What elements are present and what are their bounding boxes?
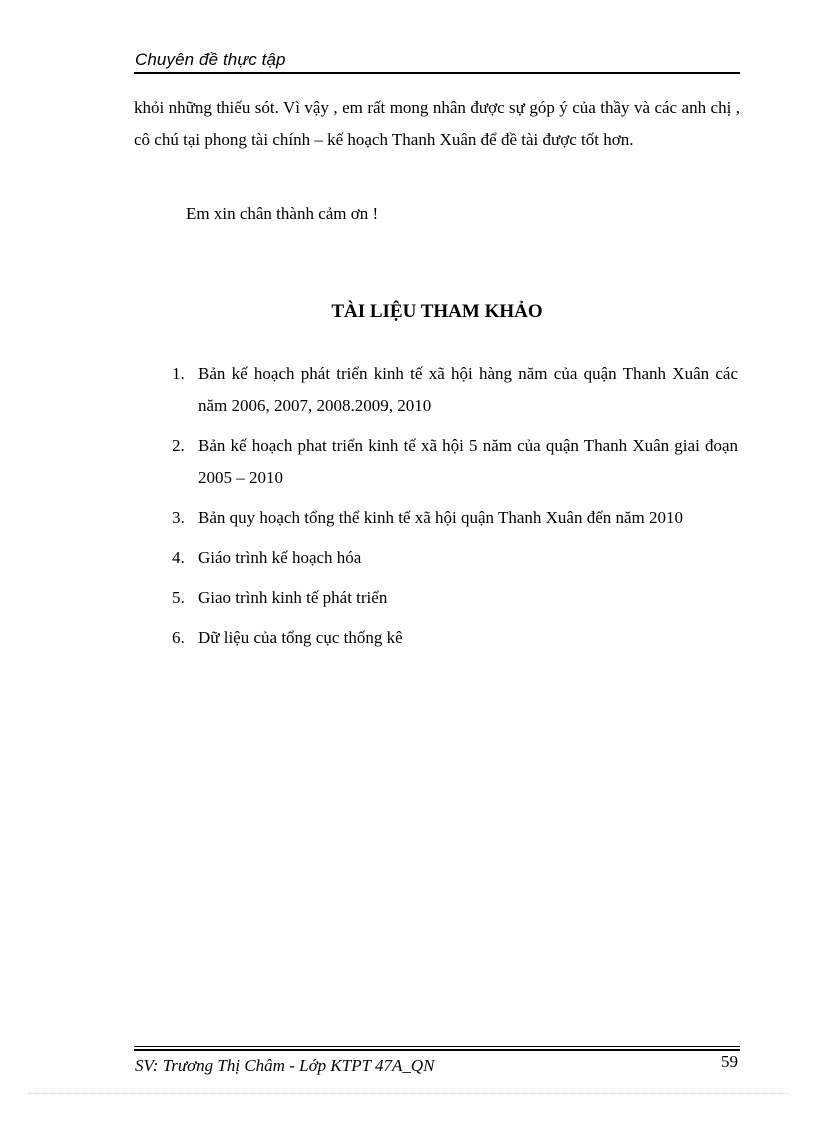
reference-text: Bản quy hoạch tổng thể kinh tế xã hội quận Thanh Xuân đến năm 2010 — [198, 508, 684, 527]
reference-text: Bản kế hoạch phat triển kinh tế xã hội 5 năm của quận Thanh Xuân giai đoạn 2005 – 2010 — [198, 436, 738, 487]
references-list — [160, 358, 738, 662]
body-paragraph: khỏi những thiếu sót. Vì vậy , em rất mong nhân được sự góp ý của thầy và các anh chị , cô chú tại phong tài chính – kế hoạch Thanh Xuân để đề tài được tốt hơn. — [134, 98, 740, 149]
reference-item — [160, 358, 738, 422]
reference-item — [160, 430, 738, 494]
footer-author: SV: Trương Thị Châm - Lớp KTPT 47A_QN — [135, 1056, 435, 1075]
reference-item — [160, 582, 738, 614]
footer-rule — [134, 1049, 740, 1051]
reference-number: 6. — [172, 628, 185, 647]
page-header — [134, 50, 740, 74]
thanks-line: Em xin chân thành cảm ơn ! — [186, 204, 379, 223]
reference-item — [160, 622, 738, 654]
page-footer — [134, 1046, 740, 1082]
references-title: TÀI LIỆU THAM KHẢO — [331, 301, 543, 322]
reference-number: 1. — [172, 364, 185, 383]
page-number: 59 — [721, 1052, 738, 1071]
reference-number: 4. — [172, 548, 185, 567]
reference-number: 2. — [172, 436, 185, 455]
reference-item — [160, 542, 738, 574]
reference-item — [160, 502, 738, 534]
body-paragraph-block — [134, 92, 740, 156]
reference-number: 3. — [172, 508, 185, 527]
reference-text: Giáo trình kế hoạch hóa — [198, 548, 362, 567]
reference-number: 5. — [172, 588, 185, 607]
header-title: Chuyên đề thực tập — [135, 50, 286, 69]
reference-text: Bản kế hoạch phát triển kinh tế xã hội hàng năm của quận Thanh Xuân các năm 2006, 2007, 2008.2009, 2010 — [198, 364, 738, 415]
reference-text: Dữ liệu của tổng cục thống kê — [198, 628, 403, 647]
reference-text: Giao trình kinh tế phát triển — [198, 588, 388, 607]
footer-rule — [134, 1046, 740, 1047]
page-edge-divider — [28, 1093, 788, 1094]
